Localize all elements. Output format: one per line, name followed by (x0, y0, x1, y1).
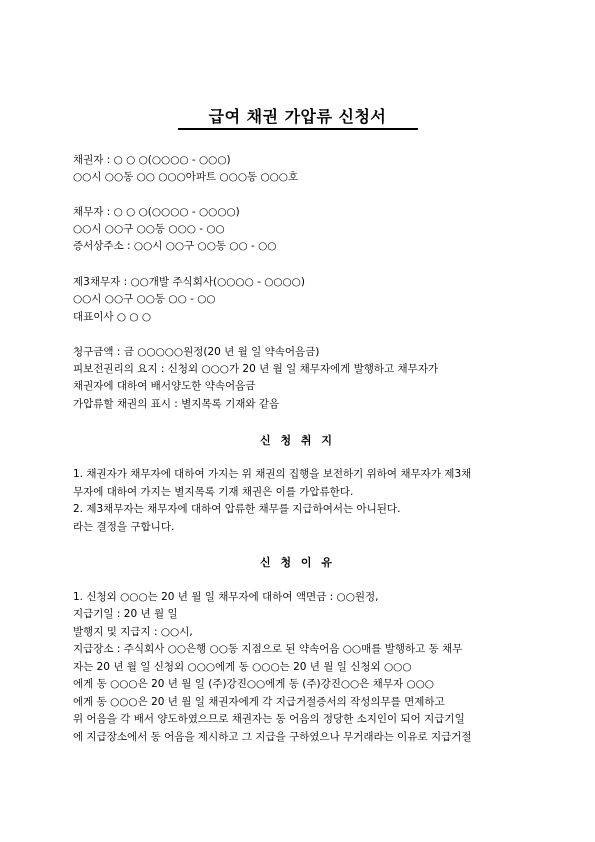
purpose-item-1: 1. 채권자가 채무자에 대하여 가지는 위 채권의 집행을 보전하기 위하여 채무자가 제3채 (73, 468, 472, 480)
reason-line-9: 에 지급장소에서 동 어음을 제시하고 그 지급을 구하였으나 무거래라는 이유로 지급거절 (73, 731, 472, 743)
reason-line-6: 에게 동 ○○○은 20 년 월 일 (주)강진○○에게 동 (주)강진○○은 채무자 ○○○ (73, 678, 434, 690)
purpose-item-1-cont: 무자에 대하여 가지는 별지목록 기재 채권은 이를 가압류한다. (73, 486, 354, 498)
reason-heading: 신 청 이 유 (260, 556, 335, 569)
document-title: 급여 채권 가압류 신청서 (208, 107, 387, 126)
purpose-heading: 신 청 취 지 (260, 434, 335, 447)
reason-line-1: 1. 신청외 ○○○는 20 년 월 일 채무자에 대하여 액면금 : ○○원정, (73, 591, 379, 603)
reason-line-4: 지급장소 : 주식회사 ○○은행 ○○동 지점으로 된 약속어음 ○○매를 발행하고 동 채무 (73, 643, 463, 655)
reason-line-8: 위 어음을 각 배서 양도하였으므로 채권자는 동 어음의 정당한 소지인이 되어 지급기일 (73, 713, 465, 725)
third-debtor-name: 제3채무자 : ○○개발 주식회사(○○○○ - ○○○○) (73, 276, 305, 288)
creditor-name: 채권자 : ○ ○ ○(○○○○ - ○○○) (73, 154, 231, 166)
debtor-address: ○○시 ○○구 ○○동 ○○○ - ○○ (73, 223, 225, 235)
claim-amount: 청구금액 : 금 ○○○○○원정(20 년 월 일 약속어음금) (73, 346, 320, 358)
preserved-right-summary: 피보전권리의 요지 : 신청외 ○○○가 20 년 월 일 채무자에게 발행하고 채무자가 (73, 363, 439, 375)
purpose-closing: 라는 결정을 구합니다. (73, 521, 175, 533)
creditor-address: ○○시 ○○동 ○○ ○○○아파트 ○○○동 ○○○호 (73, 171, 299, 183)
purpose-item-2: 2. 제3채무자는 채무자에 대하여 압류한 채무를 지급하여서는 아니된다. (73, 503, 401, 515)
third-debtor-representative: 대표이사 ○ ○ ○ (73, 311, 152, 323)
debtor-certificate-address: 증서상주소 : ○○시 ○○구 ○○동 ○○ - ○○ (73, 240, 277, 252)
reason-line-7: 에게 동 ○○○은 20 년 월 일 채권자에게 각 지급거절증서의 작성의무를 면제하고 (73, 696, 445, 708)
debtor-name: 채무자 : ○ ○ ○(○○○○ - ○○○○) (73, 206, 240, 218)
preserved-right-summary-cont: 채권자에 대하여 배서양도한 약속어음금 (73, 380, 256, 392)
reason-line-5: 자는 20 년 월 일 신청외 ○○○에게 동 ○○○는 20 년 월 일 신청외 ○○○ (73, 661, 412, 673)
title-underline (178, 128, 418, 130)
seizure-claim-indication: 가압류할 채권의 표시 : 별지목록 기재와 같음 (73, 398, 280, 410)
third-debtor-address: ○○시 ○○구 ○○동 ○○ - ○○ (73, 293, 216, 305)
reason-line-2: 지급기일 : 20 년 월 일 (73, 608, 178, 620)
reason-line-3: 발행지 및 지급지 : ○○시, (73, 626, 193, 638)
